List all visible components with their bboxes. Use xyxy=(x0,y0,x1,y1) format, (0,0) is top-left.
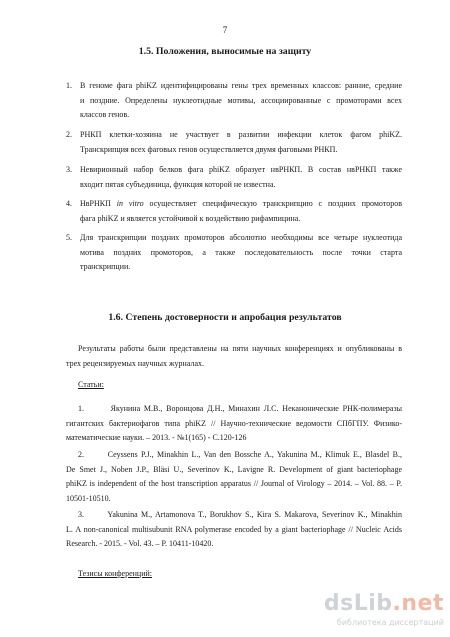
thesis-line: Транскрипция всех фаговых генов осуществляется двумя фаговыми РНКП. xyxy=(80,144,338,154)
article-3 xyxy=(66,508,402,552)
thesis-line: РНКП клетки-хозяина не участвует в развитии инфекции клеток фагом phiKZ. xyxy=(80,130,402,139)
article-number: 2. xyxy=(78,450,84,459)
theses-label-row xyxy=(66,567,402,582)
thesis-line: НвРНКП in vitro осуществляет специфическую транскрипцию с поздних промоторов xyxy=(80,199,402,208)
thesis-line: В геноме фага phiKZ идентифицированы гены трех временных классов: ранние, средние xyxy=(80,81,402,90)
thesis-line: Для транскрипции поздних промоторов абсолютно необходимы все четыре нуклеотида xyxy=(80,233,402,242)
article-number: 1. xyxy=(78,404,84,413)
thesis-number: 2. xyxy=(66,130,72,139)
article-2 xyxy=(66,448,402,506)
thesis-number: 4. xyxy=(66,199,72,208)
article-text: Ceyssens P.J., Minakhin L., Van den Bossche A., Yakunina M., Klimuk E., Blasdel B., xyxy=(107,450,403,459)
thesis-number: 3. xyxy=(66,165,72,174)
thesis-line: входит пятая субъединица, функция которой не известна. xyxy=(80,179,276,189)
article-line: математические науки. – 2013. - №1(165) - С.120-126 xyxy=(66,433,247,443)
article-text: Якунина М.В., Воронцова Д.Н., Минахин Л.С. Неканонические РНК-полимеразы xyxy=(110,404,403,413)
article-1 xyxy=(66,402,402,446)
article-line xyxy=(66,448,402,463)
thesis-line: Невирионный набор белков фага phiKZ образует нвРНКП. В состав нвРНКП также xyxy=(80,165,402,174)
article-line: L. A non-canonical multisubunit RNA polymerase encoded by a giant bacteriophage // Nucleic Acids xyxy=(66,524,402,534)
article-line xyxy=(66,508,402,523)
article-number: 3. xyxy=(78,510,84,519)
thesis-line: фага phiKZ и является устойчивой к воздействию рифампицина. xyxy=(80,213,301,223)
article-line: гигантских бактериофагов типа phiKZ // Научно-технические ведомости СПбГПУ. Физико- xyxy=(66,418,402,428)
page-number: 7 xyxy=(222,25,228,35)
thesis-line: мотива поздних промоторов, а также последовательность после точки старта xyxy=(80,247,402,257)
article-text: Yakunina M., Artamonova T., Borukhov S., Kira S. Makarova, Severinov K., Minakhin xyxy=(107,510,402,519)
articles-label: Статьи: xyxy=(78,380,104,389)
watermark-logo xyxy=(324,591,444,616)
article-line: 10501-10510. xyxy=(66,493,111,503)
thesis-number: 1. xyxy=(66,81,72,90)
intro-paragraph xyxy=(66,342,402,371)
watermark-brand: dsLib xyxy=(323,591,393,616)
article-line: De Smet J., Noben J.P., Bläsi U., Severinov K., Lavigne R. Development of giant bacteriophage xyxy=(66,464,402,474)
watermark xyxy=(316,591,444,633)
article-line: Research. - 2015. - Vol. 43. – P. 10411-10420. xyxy=(66,539,214,549)
thesis-line: классов генов. xyxy=(80,110,130,120)
article-line: phiKZ is independent of the host transcription apparatus // Journal of Virology – 2014. – Vol. 88. – P. xyxy=(66,479,402,489)
thesis-line: транскрипции. xyxy=(80,262,131,272)
paragraph-line: Результаты работы были представлены на пяти научных конференциях и опубликованы в xyxy=(78,344,402,353)
watermark-tagline: библиотека диссертаций xyxy=(336,618,444,627)
section-heading-1-5: 1.5. Положения, выносимые на защиту xyxy=(138,46,312,57)
watermark-tld: .net xyxy=(392,591,444,616)
articles-label-row xyxy=(66,378,402,393)
article-line xyxy=(66,402,402,417)
section-heading-1-6: 1.6. Степень достоверности и апробация результатов xyxy=(108,312,342,323)
theses-label: Тезисы конференций: xyxy=(78,569,152,578)
thesis-line: и поздние. Определены нуклеотидные мотивы, ассоциированные с промоторами всех xyxy=(80,95,402,105)
thesis-number: 5. xyxy=(66,233,72,242)
paragraph-line: трех рецензируемых научных журналах. xyxy=(66,358,204,368)
